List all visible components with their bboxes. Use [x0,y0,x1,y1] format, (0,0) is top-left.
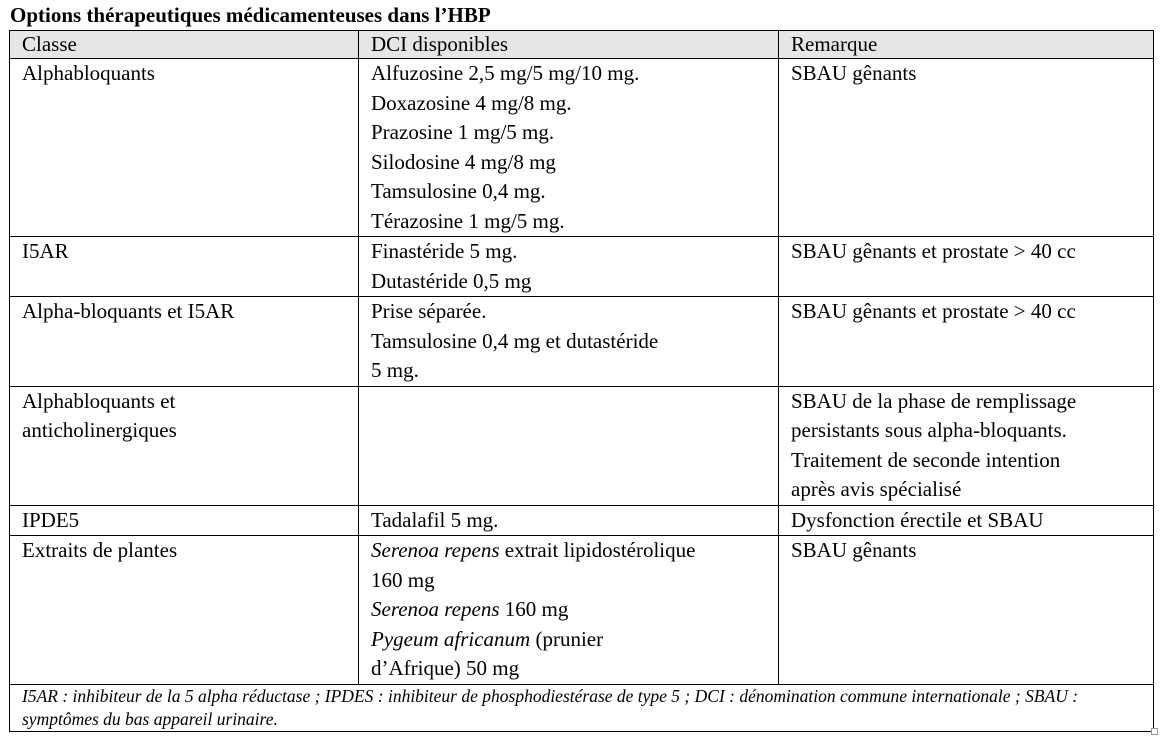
remarque-line: SBAU gênants [791,538,917,562]
dci-line [371,536,774,566]
cell-remarque [779,536,1154,685]
dci-line [371,654,774,684]
cell-classe [10,386,359,505]
header-remarque: Remarque [779,31,1154,59]
dci-line: Tadalafil 5 mg. [371,507,499,532]
dci-text: 160 mg [371,567,435,592]
classe-line: Alpha-bloquants et I5AR [22,299,235,323]
latin-name: Serenoa repens [371,597,500,621]
cell-dci [359,536,779,685]
remarque-line: après avis spécialisé [791,477,962,501]
dci-line: Alfuzosine 2,5 mg/5 mg/10 mg. [371,61,640,85]
latin-name: Pygeum africanum [371,626,531,651]
cell-remarque [779,386,1154,505]
cell-dci [359,297,779,387]
remarque-line: Traitement de seconde intention [791,447,1061,472]
cell-classe [10,59,359,237]
table-row [10,505,1154,536]
classe-line: Extraits de plantes [22,538,178,562]
table-row [10,386,1154,505]
table-row [10,237,1154,297]
cell-dci [359,505,779,536]
latin-name: Serenoa repens [371,538,500,562]
cell-remarque [779,505,1154,536]
dci-line: Tamsulosine 0,4 mg. [371,179,546,203]
classe-line: Alphabloquants et [22,388,176,413]
dci-line: Tamsulosine 0,4 mg et dutastéride [371,328,659,353]
dci-text: d’Afrique) 50 mg [371,656,520,680]
table-header-row [10,31,1154,59]
dci-line: Dutastéride 0,5 mg [371,268,532,293]
dci-text: 160 mg [499,597,569,621]
dci-line: Prazosine 1 mg/5 mg. [371,120,555,144]
remarque-line: Dysfonction érectile et SBAU [791,507,1044,532]
remarque-line: SBAU gênants [791,61,917,85]
table-footnote: I5AR : inhibiteur de la 5 alpha réductase ; IPDES : inhibiteur de phosphodiestérase de type 5 ; DCI : dénomination commune internationale ; SBAU : symptômes du bas appareil urinaire. [10,684,1154,731]
cell-dci [359,237,779,297]
classe-line: I5AR [22,239,69,263]
header-classe: Classe [10,31,359,59]
classe-line: anticholinergiques [22,418,177,442]
cell-remarque [779,237,1154,297]
dci-text: (prunier [530,626,604,651]
remarque-line: SBAU gênants et prostate > 40 cc [791,299,1076,323]
cell-dci-empty [359,386,779,505]
dci-line [371,595,774,625]
table-row [10,297,1154,387]
cell-remarque [779,297,1154,387]
cell-classe [10,237,359,297]
dci-line: 5 mg. [371,358,419,382]
remarque-line: SBAU de la phase de remplissage [791,388,1077,413]
footnote-row [10,684,1154,731]
remarque-line: SBAU gênants et prostate > 40 cc [791,239,1076,263]
cell-dci [359,59,779,237]
header-dci: DCI disponibles [359,31,779,59]
dci-line: Térazosine 1 mg/5 mg. [371,208,565,233]
table-resize-handle[interactable] [1151,728,1158,735]
remarque-line: persistants sous alpha-bloquants. [791,418,1067,442]
classe-line: IPDE5 [22,507,80,532]
dci-line [371,625,774,655]
dci-line: Finastéride 5 mg. [371,239,518,263]
dci-text: extrait lipidostérolique [499,538,696,562]
table-row [10,536,1154,685]
dci-line: Doxazosine 4 mg/8 mg. [371,90,572,115]
dci-line: Prise séparée. [371,299,487,323]
cell-classe [10,505,359,536]
document-title: Options thérapeutiques médicamenteuses dans l’HBP [10,3,491,27]
cell-classe [10,536,359,685]
table-row [10,59,1154,237]
cell-classe [10,297,359,387]
classe-line: Alphabloquants [22,61,155,85]
dci-line [371,566,774,596]
therapy-options-table [9,30,1154,732]
dci-line: Silodosine 4 mg/8 mg [371,149,556,174]
cell-remarque [779,59,1154,237]
